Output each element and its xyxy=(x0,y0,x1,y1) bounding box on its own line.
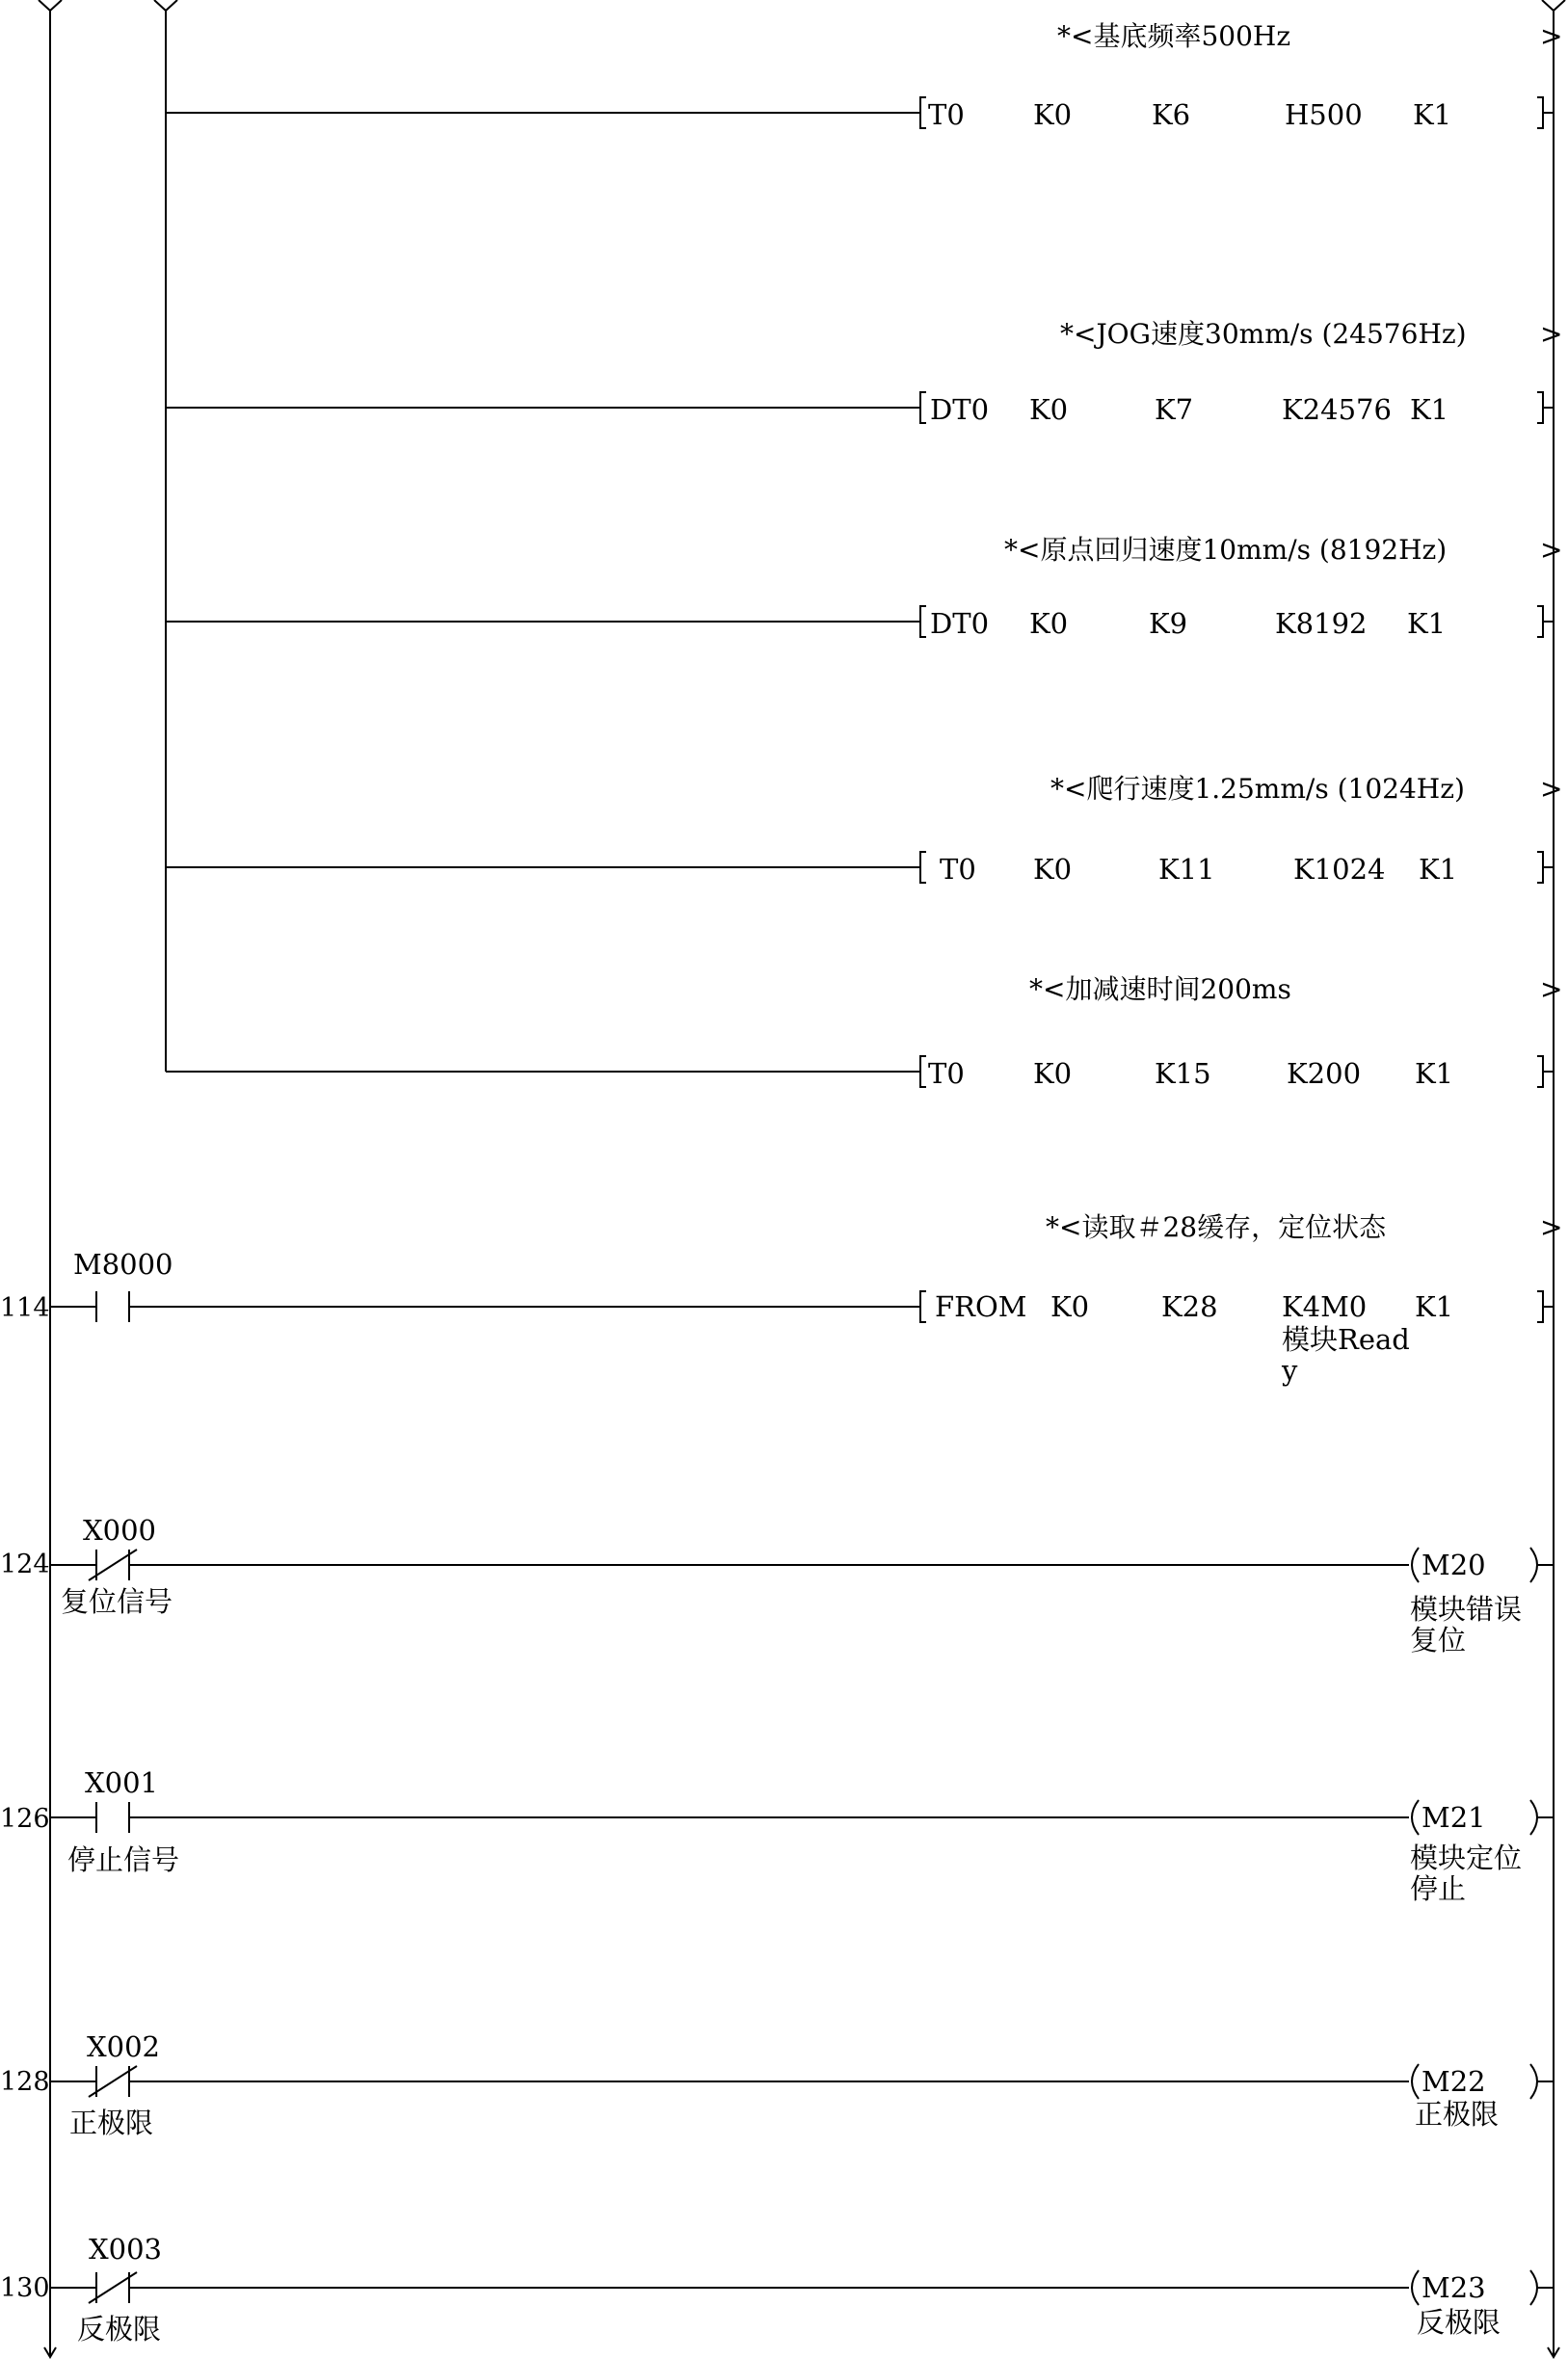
contact-comment: 停止信号 xyxy=(67,1843,180,1876)
coil-comment: 停止 xyxy=(1410,1872,1467,1905)
instruction-row xyxy=(166,318,1562,426)
instruction-operand: K1 xyxy=(1410,393,1449,426)
step-number: 124 xyxy=(0,1550,50,1579)
instruction-row xyxy=(166,20,1562,131)
contact-label: X001 xyxy=(85,1766,158,1799)
instruction-comment: *<原点回归速度10mm/s (8192Hz) xyxy=(1004,534,1448,566)
instruction-operand: K0 xyxy=(1050,1290,1090,1323)
step-number: 130 xyxy=(0,2273,50,2303)
instruction-operand: K0 xyxy=(1029,607,1069,640)
instruction-name: T0 xyxy=(940,853,976,886)
instruction-comment: *<读取＃28缓存，定位状态 xyxy=(1046,1211,1387,1243)
coil-label: M23 xyxy=(1422,2271,1486,2304)
instruction-close-bracket xyxy=(1537,97,1554,128)
instruction-operand: K28 xyxy=(1161,1290,1218,1323)
step-number: 114 xyxy=(0,1293,50,1323)
instruction-operand: K11 xyxy=(1158,853,1215,886)
instruction-comment: *<基底频率500Hz xyxy=(1057,20,1291,52)
instruction-name: T0 xyxy=(928,1057,965,1090)
coil-label: M22 xyxy=(1422,2065,1486,2098)
comment-end-mark: > xyxy=(1540,534,1563,566)
instruction-comment: *<爬行速度1.25mm/s (1024Hz) xyxy=(1050,773,1465,805)
instruction-operand: K1 xyxy=(1415,1057,1454,1090)
coil-rung xyxy=(0,2233,1554,2346)
step-number: 126 xyxy=(0,1804,50,1834)
instruction-operand: K9 xyxy=(1149,607,1188,640)
instruction-operand: K6 xyxy=(1152,98,1191,131)
instruction-name: T0 xyxy=(928,98,965,131)
instruction-open-bracket xyxy=(916,1291,926,1322)
instruction-operand: K1 xyxy=(1407,607,1447,640)
instruction-close-bracket xyxy=(1537,606,1554,637)
contact-label: M8000 xyxy=(73,1248,173,1281)
step-number: 128 xyxy=(0,2067,50,2097)
coil-comment: 正极限 xyxy=(1415,2098,1500,2131)
instruction-operand: K24576 xyxy=(1282,393,1392,426)
coil-rung xyxy=(0,2030,1554,2139)
instruction-operand: K1 xyxy=(1419,853,1458,886)
coil-label: M21 xyxy=(1422,1801,1486,1834)
instruction-close-bracket xyxy=(1537,392,1554,423)
contact-label: X000 xyxy=(83,1514,156,1547)
instruction-operand: K1024 xyxy=(1293,853,1386,886)
instruction-name: DT0 xyxy=(930,393,990,426)
comment-end-mark: > xyxy=(1540,20,1563,52)
comment-end-mark: > xyxy=(1540,1211,1563,1243)
instruction-operand: H500 xyxy=(1285,98,1363,131)
contact-label: X003 xyxy=(89,2233,162,2266)
right-rail-top-arrow xyxy=(1542,0,1565,11)
instruction-operand: K0 xyxy=(1033,853,1073,886)
coil-label: M20 xyxy=(1422,1549,1486,1581)
coil-comment: 模块错误 xyxy=(1410,1593,1523,1626)
instruction-operand: K0 xyxy=(1033,98,1073,131)
instruction-operand: K15 xyxy=(1155,1057,1211,1090)
instruction-operand: K0 xyxy=(1029,393,1069,426)
instruction-close-bracket xyxy=(1537,1056,1554,1087)
coil-rung xyxy=(0,1766,1554,1905)
power-rails xyxy=(39,0,1565,2357)
instruction-operand: K8192 xyxy=(1275,607,1368,640)
coil-rung xyxy=(0,1514,1554,1657)
instruction-operand: K4M0 xyxy=(1282,1290,1368,1323)
instruction-operand: K7 xyxy=(1155,393,1194,426)
left-rail-top-arrow xyxy=(39,0,62,11)
instruction-close-bracket xyxy=(1537,1291,1554,1322)
instruction-operand: K1 xyxy=(1413,98,1452,131)
instruction-operand: K1 xyxy=(1415,1290,1454,1323)
instruction-open-bracket xyxy=(916,1056,926,1087)
instruction-comment: *<JOG速度30mm/s (24576Hz) xyxy=(1060,318,1467,350)
instruction-operand: K0 xyxy=(1033,1057,1073,1090)
comment-end-mark: > xyxy=(1540,973,1563,1005)
instruction-name: DT0 xyxy=(930,607,990,640)
instruction-open-bracket xyxy=(916,606,926,637)
coil-comment: 反极限 xyxy=(1417,2306,1502,2339)
contact-comment: 复位信号 xyxy=(61,1585,173,1618)
coil-comment: 复位 xyxy=(1410,1624,1467,1657)
comment-end-mark: > xyxy=(1540,318,1563,350)
contact-comment: 正极限 xyxy=(69,2107,154,2139)
device-comment: y xyxy=(1282,1354,1298,1387)
from-rung xyxy=(0,1211,1562,1387)
instruction-row xyxy=(166,973,1562,1090)
instruction-open-bracket xyxy=(916,392,926,423)
instruction-open-bracket xyxy=(916,97,926,128)
instruction-row xyxy=(166,773,1562,886)
instruction-operand: K200 xyxy=(1287,1057,1362,1090)
branch-bus-top-arrow xyxy=(154,0,177,11)
device-comment: 模块Read xyxy=(1282,1323,1410,1356)
contact-comment: 反极限 xyxy=(77,2313,162,2346)
instruction-name: FROM xyxy=(935,1290,1027,1323)
instruction-comment: *<加减速时间200ms xyxy=(1029,973,1291,1005)
instruction-close-bracket xyxy=(1537,852,1554,883)
coil-comment: 模块定位 xyxy=(1410,1842,1523,1874)
instruction-open-bracket xyxy=(916,852,926,883)
contact-label: X002 xyxy=(87,2030,160,2063)
comment-end-mark: > xyxy=(1540,773,1563,805)
instruction-row xyxy=(166,534,1562,640)
